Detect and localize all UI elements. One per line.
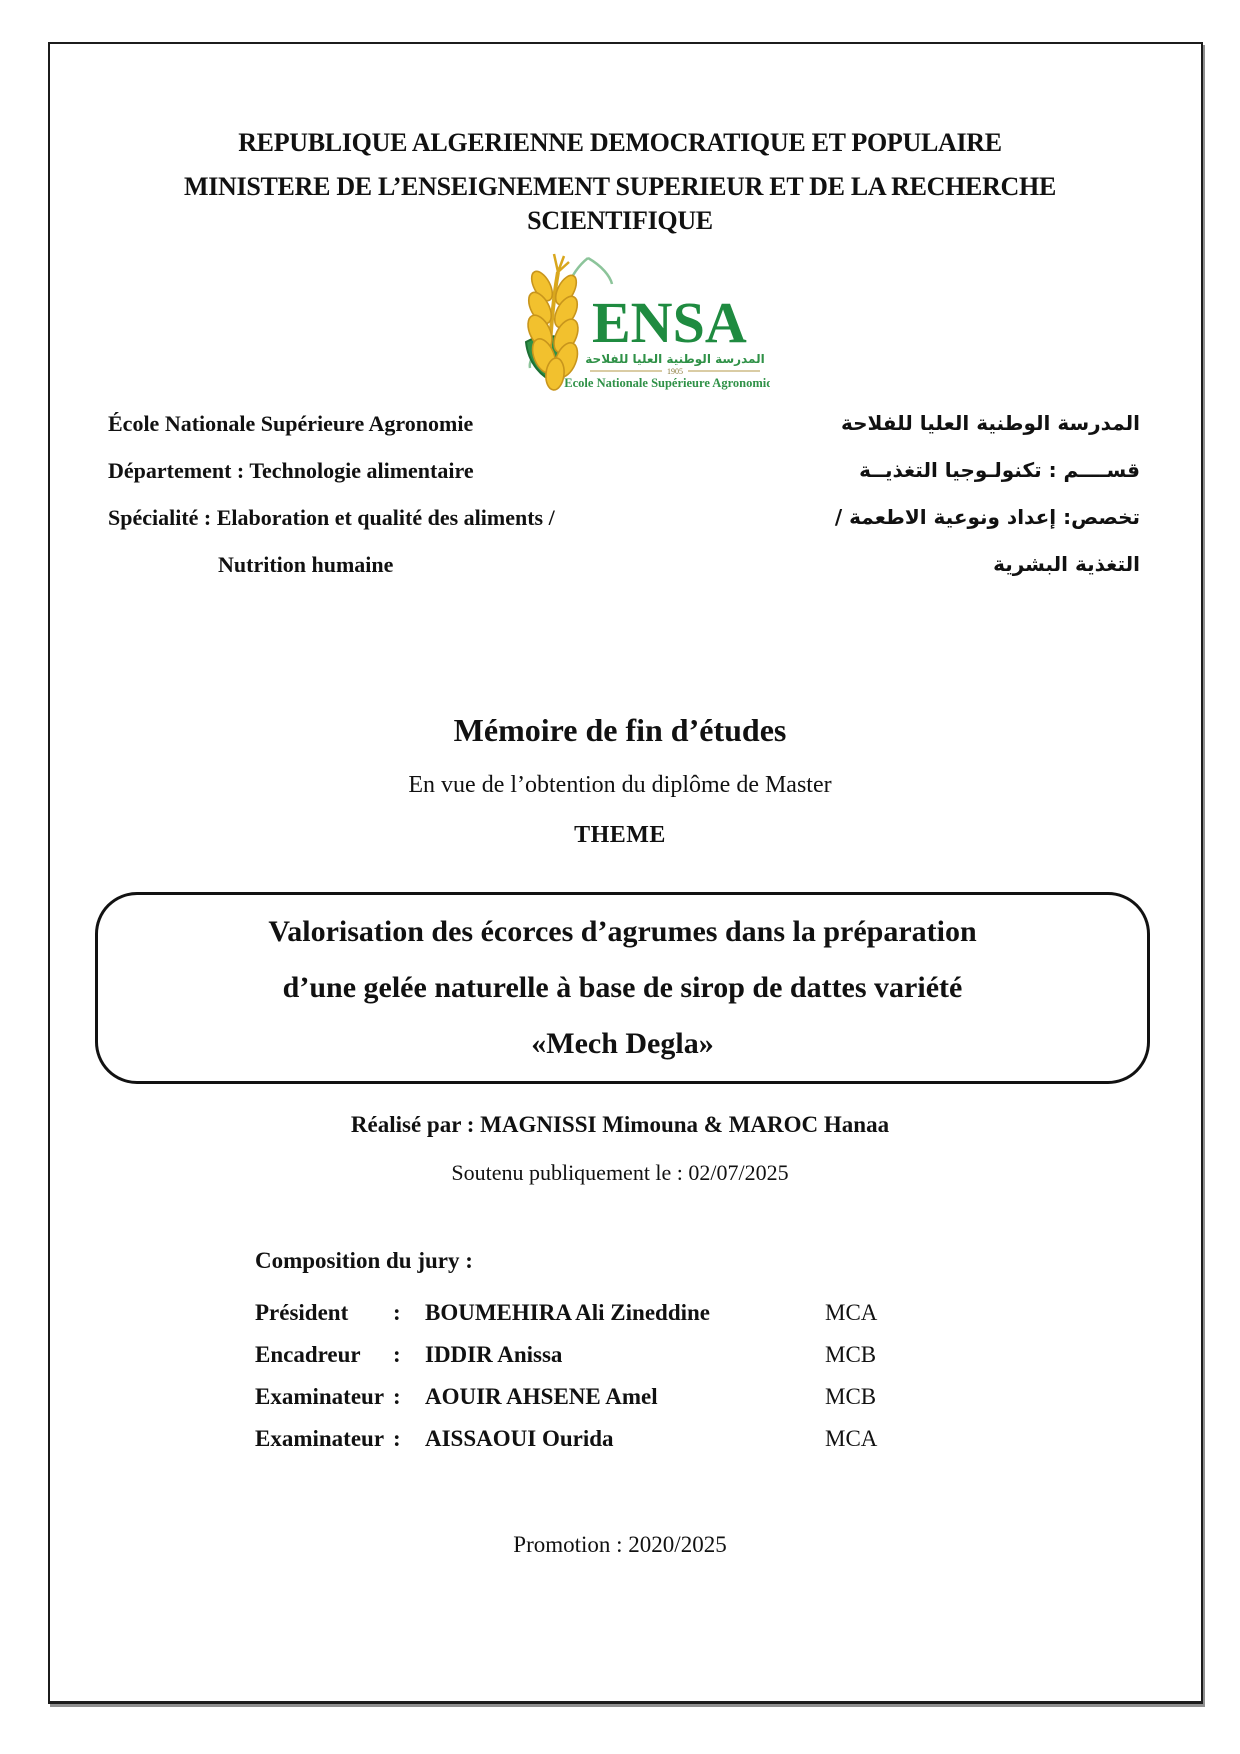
jury-name: AISSAOUI Ourida (425, 1426, 614, 1451)
specialty-line-2: Nutrition humaine (218, 552, 394, 577)
theme-label: THEME (574, 822, 666, 848)
logo-acronym: ENSA (592, 290, 747, 355)
jury-grade: MCA (825, 1300, 878, 1325)
ensa-logo-graphic (470, 250, 770, 400)
logo-school-name: Ecole Nationale Supérieure Agronomique (564, 376, 770, 390)
promotion-line: Promotion : 2020/2025 (513, 1532, 727, 1557)
jury-colon: : (393, 1342, 401, 1367)
jury-role: Encadreur (255, 1342, 361, 1367)
jury-grade: MCB (825, 1342, 877, 1367)
jury-row (255, 1300, 1005, 1326)
jury-grade: MCA (825, 1426, 878, 1451)
jury-colon: : (393, 1384, 401, 1409)
jury-row (255, 1342, 1005, 1368)
arabic-specialty-line-2: التغذية البشرية (993, 552, 1140, 576)
defense-date-line: Soutenu publiquement le : 02/07/2025 (451, 1160, 789, 1185)
jury-section (255, 1248, 1005, 1468)
specialty-line: Spécialité : Elaboration et qualité des aliments / (108, 505, 555, 530)
degree-subtitle: En vue de l’obtention du diplôme de Master (408, 772, 832, 798)
ministry-header-line1: MINISTERE DE L’ENSEIGNEMENT SUPERIEUR ET DE LA RECHERCHE (184, 172, 1056, 201)
jury-row (255, 1426, 1005, 1452)
jury-name: IDDIR Anissa (425, 1342, 563, 1367)
school-name-line: École Nationale Supérieure Agronomie (108, 411, 474, 436)
arabic-department-line: قســــم : تكنولـوجيا التغذيــة (859, 458, 1140, 482)
jury-colon: : (393, 1300, 401, 1325)
authors-line: Réalisé par : MAGNISSI Mimouna & MAROC Hanaa (350, 1112, 890, 1137)
jury-row (255, 1384, 1005, 1410)
jury-role: Président (255, 1300, 349, 1325)
institution-info-french (108, 400, 668, 588)
department-line: Département : Technologie alimentaire (108, 458, 474, 483)
jury-name: AOUIR AHSENE Amel (425, 1384, 658, 1409)
thesis-title-line-3: «Mech Degla» (531, 1027, 714, 1060)
republic-header: REPUBLIQUE ALGERIENNE DEMOCRATIQUE ET POPULAIRE (238, 128, 1002, 157)
institution-info (108, 400, 1140, 588)
jury-name: BOUMEHIRA Ali Zineddine (425, 1300, 711, 1325)
thesis-title-box (95, 892, 1150, 1084)
jury-grade: MCB (825, 1384, 877, 1409)
ensa-logo (470, 250, 770, 400)
arabic-school-name-line: المدرسة الوطنية العليا للفلاحة (840, 411, 1140, 435)
institution-info-arabic (780, 400, 1140, 588)
jury-colon: : (393, 1426, 401, 1451)
ministry-header-line2: SCIENTIFIQUE (527, 206, 713, 235)
logo-arabic-name: المدرسة الوطنية العليا للفلاحة (585, 352, 765, 366)
ministry-header (0, 170, 1240, 238)
jury-role: Examinateur (255, 1426, 385, 1451)
jury-role: Examinateur (255, 1384, 385, 1409)
jury-heading: Composition du jury : (255, 1248, 473, 1273)
logo-year: 1905 (667, 367, 683, 376)
thesis-title-line-1: Valorisation des écorces d’agrumes dans la préparation (268, 915, 977, 948)
arabic-specialty-line: تخصص: إعداد ونوعية الاطعمة / (834, 505, 1140, 529)
thesis-title-line-2: d’une gelée naturelle à base de sirop de dattes variété (282, 971, 963, 1004)
document-type-title: Mémoire de fin d’études (453, 712, 787, 748)
